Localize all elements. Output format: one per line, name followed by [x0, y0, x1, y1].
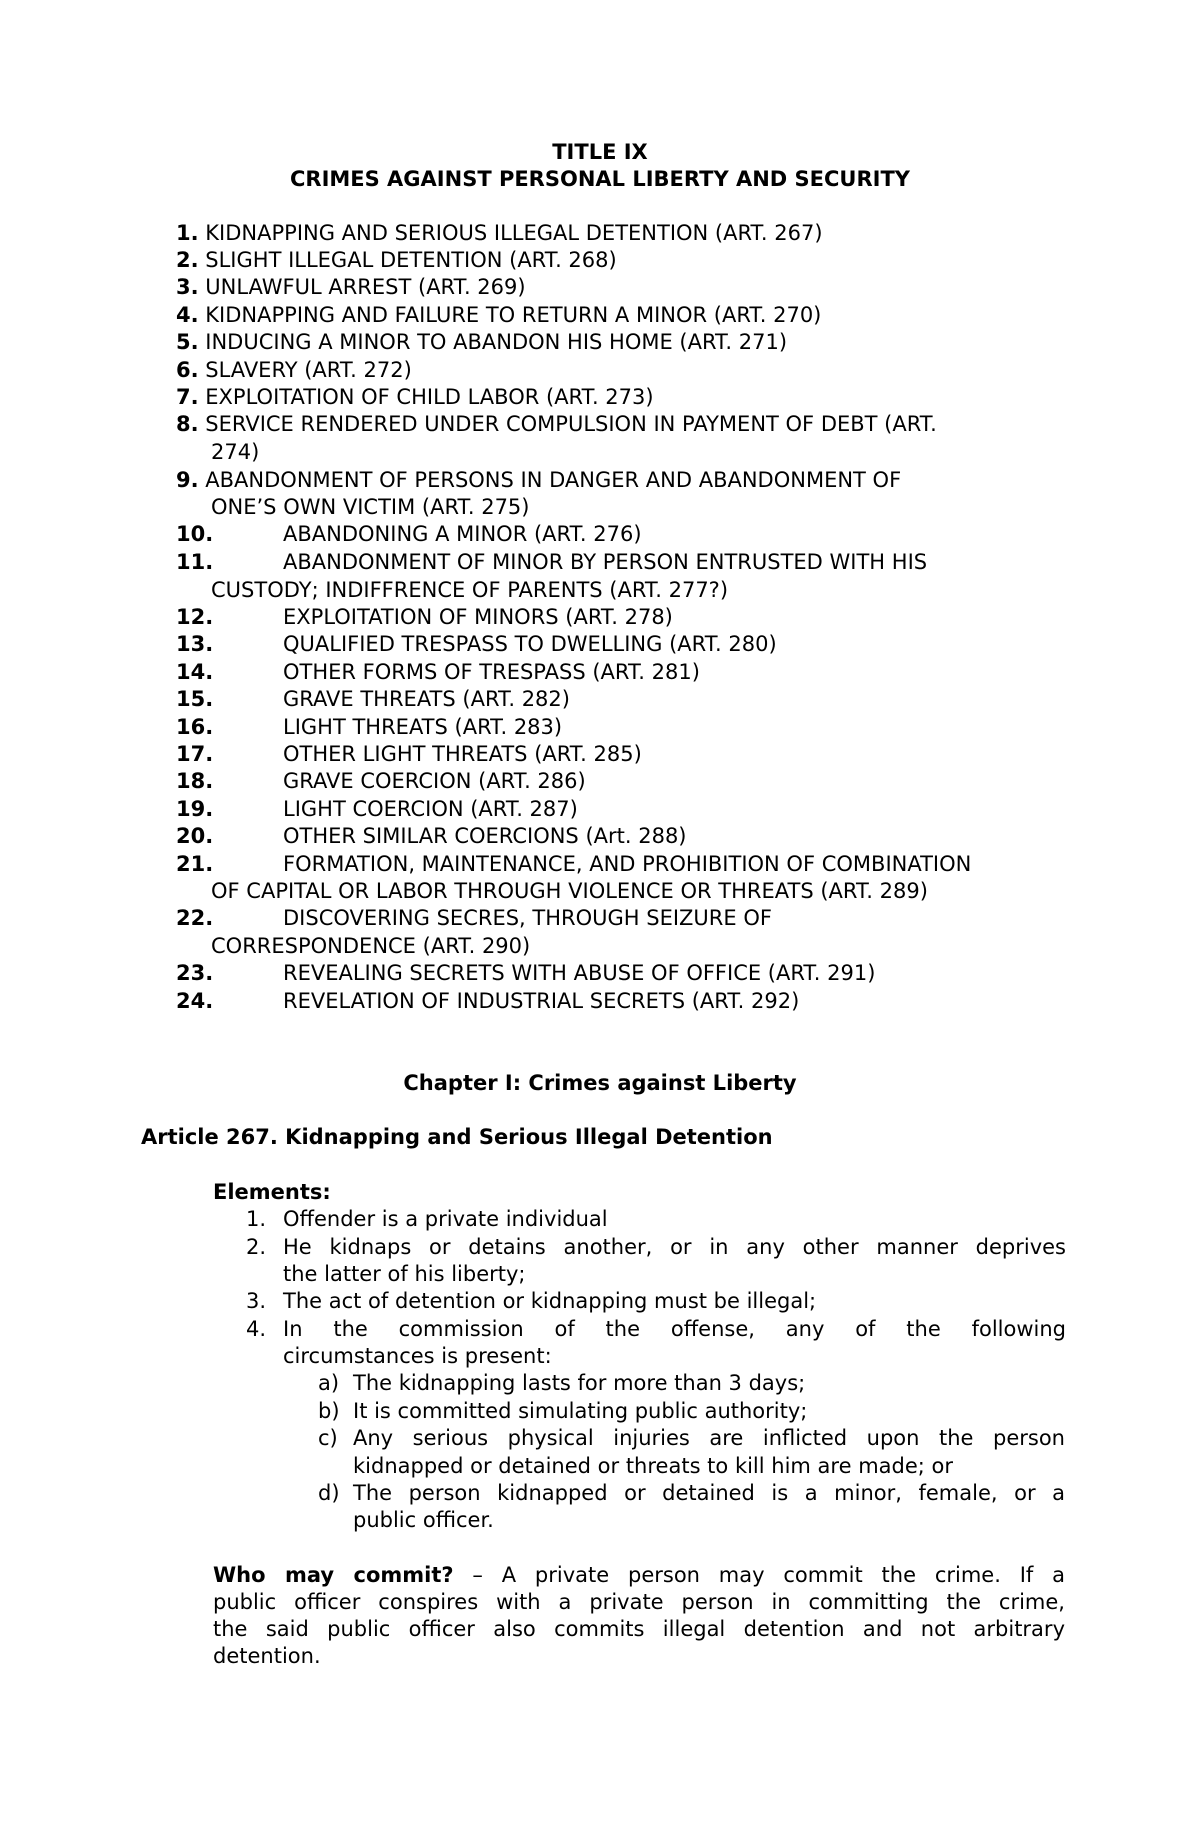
toc-number: 11.	[176, 550, 214, 574]
toc-number: 15.	[176, 687, 214, 711]
toc-item	[176, 741, 1076, 768]
toc-text: KIDNAPPING AND SERIOUS ILLEGAL DETENTION (ART. 267)	[205, 221, 823, 245]
sub-element-text: The kidnapping lasts for more than 3 days;	[353, 1371, 806, 1395]
sub-element-letter: d)	[318, 1481, 340, 1505]
toc-item	[176, 604, 1076, 631]
title-line-1: TITLE IX	[552, 140, 648, 164]
toc-text: SLIGHT ILLEGAL DETENTION (ART. 268)	[205, 248, 617, 272]
element-text: He kidnaps or detains another, or in any other manner deprives	[283, 1235, 1066, 1259]
toc-text: GRAVE THREATS (ART. 282)	[283, 687, 570, 711]
element-number: 3.	[246, 1289, 267, 1313]
article-heading: Article 267. Kidnapping and Serious Illegal Detention	[141, 1125, 773, 1149]
toc-item	[176, 631, 1076, 658]
toc-number: 12.	[176, 605, 214, 629]
toc-number: 14.	[176, 660, 214, 684]
toc-text: INDUCING A MINOR TO ABANDON HIS HOME (ART. 271)	[205, 330, 788, 354]
element-number: 1.	[246, 1207, 267, 1231]
elements-label: Elements:	[213, 1180, 331, 1204]
toc-item	[176, 357, 1076, 384]
toc-number: 8.	[176, 412, 199, 436]
sub-element-letter: c)	[318, 1426, 338, 1450]
toc-text: EXPLOITATION OF MINORS (ART. 278)	[283, 605, 673, 629]
toc-number: 17.	[176, 742, 214, 766]
toc-item	[176, 521, 1076, 548]
sub-element-text-continuation: public officer.	[353, 1508, 494, 1532]
who-may-commit-label: Who may commit?	[213, 1563, 454, 1587]
toc-item	[176, 905, 1076, 932]
toc-item	[176, 384, 1076, 411]
toc-item	[176, 247, 1076, 274]
element-text-continuation: circumstances is present:	[283, 1344, 552, 1368]
toc-number: 20.	[176, 824, 214, 848]
toc-item	[176, 549, 1076, 576]
toc-text: KIDNAPPING AND FAILURE TO RETURN A MINOR (ART. 270)	[205, 303, 822, 327]
element-number: 2.	[246, 1235, 267, 1259]
toc-item	[176, 659, 1076, 686]
sub-element-letter: a)	[318, 1371, 340, 1395]
toc-item	[176, 274, 1076, 301]
title-line-2: CRIMES AGAINST PERSONAL LIBERTY AND SECURITY	[289, 167, 910, 191]
element-text: The act of detention or kidnapping must be illegal;	[283, 1289, 817, 1313]
toc-number: 10.	[176, 522, 214, 546]
toc-number: 13.	[176, 632, 214, 656]
toc-item	[176, 796, 1076, 823]
element-number: 4.	[246, 1317, 267, 1341]
toc-item	[176, 411, 1076, 438]
toc-item	[176, 686, 1076, 713]
toc-text-continuation: CORRESPONDENCE (ART. 290)	[211, 934, 531, 958]
toc-text: ABANDONMENT OF PERSONS IN DANGER AND ABANDONMENT OF	[205, 468, 902, 492]
toc-number: 2.	[176, 248, 199, 272]
toc-item	[176, 823, 1076, 850]
toc-item	[176, 302, 1076, 329]
toc-text: QUALIFIED TRESPASS TO DWELLING (ART. 280)	[283, 632, 777, 656]
toc-item	[176, 851, 1076, 878]
toc-text: OTHER FORMS OF TRESPASS (ART. 281)	[283, 660, 700, 684]
toc-text: ABANDONING A MINOR (ART. 276)	[283, 522, 642, 546]
toc-text: UNLAWFUL ARREST (ART. 269)	[205, 275, 526, 299]
chapter-heading: Chapter I: Crimes against Liberty	[403, 1071, 797, 1095]
toc-item	[176, 960, 1076, 987]
paragraph-line: the said public officer also commits illegal detention and not arbitrary	[213, 1617, 1065, 1641]
toc-number: 23.	[176, 961, 214, 985]
toc-item	[176, 714, 1076, 741]
sub-element-text: Any serious physical injuries are inflicted upon the person	[353, 1426, 1065, 1450]
toc-text-continuation: OF CAPITAL OR LABOR THROUGH VIOLENCE OR THREATS (ART. 289)	[211, 879, 928, 903]
toc-text: OTHER SIMILAR COERCIONS (Art. 288)	[283, 824, 687, 848]
sub-element-text: It is committed simulating public authority;	[353, 1399, 808, 1423]
toc-text: REVEALING SECRETS WITH ABUSE OF OFFICE (ART. 291)	[283, 961, 876, 985]
toc-number: 22.	[176, 906, 214, 930]
toc-number: 19.	[176, 797, 214, 821]
element-text-continuation: the latter of his liberty;	[283, 1262, 526, 1286]
toc-text-continuation: CUSTODY; INDIFFRENCE OF PARENTS (ART. 277?)	[211, 578, 729, 602]
sub-element-text-continuation: kidnapped or detained or threats to kill him are made; or	[353, 1454, 953, 1478]
toc-text: FORMATION, MAINTENANCE, AND PROHIBITION OF COMBINATION	[283, 852, 972, 876]
toc-text: SERVICE RENDERED UNDER COMPULSION IN PAYMENT OF DEBT (ART.	[205, 412, 937, 436]
toc-number: 3.	[176, 275, 199, 299]
toc-number: 16.	[176, 715, 214, 739]
toc-text: DISCOVERING SECRES, THROUGH SEIZURE OF	[283, 906, 772, 930]
paragraph-text: – A private person may commit the crime. If a	[453, 1563, 1065, 1587]
sub-element-text: The person kidnapped or detained is a minor, female, or a	[353, 1481, 1065, 1505]
toc-text: EXPLOITATION OF CHILD LABOR (ART. 273)	[205, 385, 654, 409]
sub-element-letter: b)	[318, 1399, 340, 1423]
element-text: In the commission of the offense, any of the following	[283, 1317, 1066, 1341]
paragraph-line: detention.	[213, 1644, 321, 1668]
toc-item	[176, 220, 1076, 247]
toc-text-continuation: ONE’S OWN VICTIM (ART. 275)	[211, 495, 530, 519]
toc-number: 7.	[176, 385, 199, 409]
paragraph-line	[213, 1562, 1065, 1589]
element-text: Offender is a private individual	[283, 1207, 608, 1231]
toc-item	[176, 467, 1076, 494]
toc-item	[176, 329, 1076, 356]
toc-item	[176, 988, 1076, 1015]
paragraph-line: public officer conspires with a private person in committing the crime,	[213, 1590, 1065, 1614]
toc-item	[176, 768, 1076, 795]
toc-text: GRAVE COERCION (ART. 286)	[283, 769, 586, 793]
toc-number: 1.	[176, 221, 199, 245]
toc-number: 24.	[176, 989, 214, 1013]
toc-number: 6.	[176, 358, 199, 382]
toc-number: 5.	[176, 330, 199, 354]
who-may-commit-paragraph	[213, 1562, 1065, 1670]
toc-text-continuation: 274)	[211, 440, 260, 464]
toc-number: 21.	[176, 852, 214, 876]
toc-text: SLAVERY (ART. 272)	[205, 358, 412, 382]
toc-text: REVELATION OF INDUSTRIAL SECRETS (ART. 292)	[283, 989, 800, 1013]
toc-text: LIGHT COERCION (ART. 287)	[283, 797, 578, 821]
toc-text: ABANDONMENT OF MINOR BY PERSON ENTRUSTED WITH HIS	[283, 550, 928, 574]
toc-number: 18.	[176, 769, 214, 793]
toc-number: 9.	[176, 468, 199, 492]
toc-text: OTHER LIGHT THREATS (ART. 285)	[283, 742, 642, 766]
toc-number: 4.	[176, 303, 199, 327]
toc-text: LIGHT THREATS (ART. 283)	[283, 715, 563, 739]
